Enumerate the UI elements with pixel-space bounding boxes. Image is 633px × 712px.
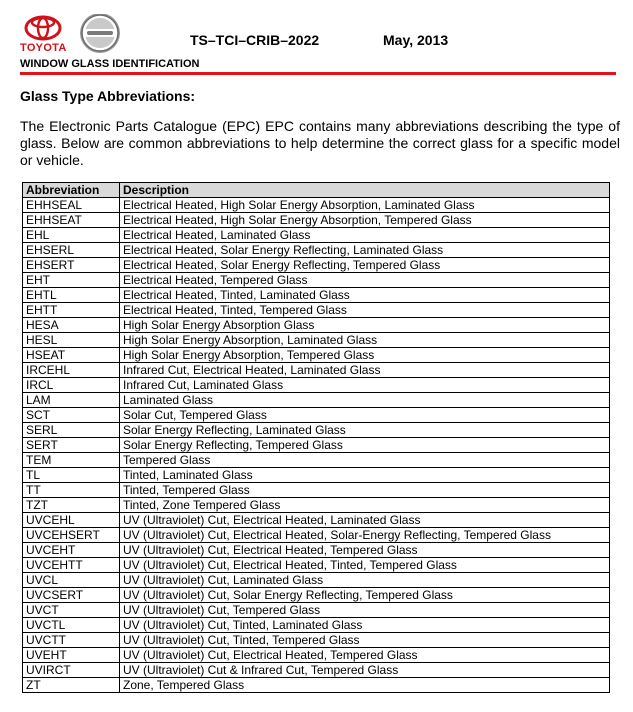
abbreviation-cell: SERL bbox=[23, 423, 120, 438]
table-row bbox=[23, 288, 610, 303]
section-title: WINDOW GLASS IDENTIFICATION bbox=[20, 58, 200, 70]
description-cell: Electrical Heated, Laminated Glass bbox=[120, 228, 610, 243]
abbreviation-cell: UVEHT bbox=[23, 648, 120, 663]
table-header-row bbox=[23, 183, 610, 198]
column-header-abbreviation: Abbreviation bbox=[23, 183, 120, 198]
description-cell: High Solar Energy Absorption, Tempered Glass bbox=[120, 348, 610, 363]
table-row bbox=[23, 258, 610, 273]
page-heading: Glass Type Abbreviations: bbox=[20, 88, 196, 104]
abbreviation-cell: ZT bbox=[23, 678, 120, 693]
abbreviation-cell: UVCEHSERT bbox=[23, 528, 120, 543]
table-row bbox=[23, 198, 610, 213]
description-cell: Tempered Glass bbox=[120, 453, 610, 468]
description-cell: UV (Ultraviolet) Cut, Electrical Heated, Solar-Energy Reflecting, Tempered Glass bbox=[120, 528, 610, 543]
abbreviation-cell: IRCL bbox=[23, 378, 120, 393]
table-row bbox=[23, 363, 610, 378]
table-row bbox=[23, 513, 610, 528]
abbreviation-cell: EHHSEAT bbox=[23, 213, 120, 228]
description-cell: Electrical Heated, Tinted, Tempered Glass bbox=[120, 303, 610, 318]
abbreviation-cell: EHSERT bbox=[23, 258, 120, 273]
description-cell: UV (Ultraviolet) Cut, Solar Energy Reflecting, Tempered Glass bbox=[120, 588, 610, 603]
table-row bbox=[23, 378, 610, 393]
abbreviation-cell: UVIRCT bbox=[23, 663, 120, 678]
table-row bbox=[23, 273, 610, 288]
table-row bbox=[23, 213, 610, 228]
description-cell: Infrared Cut, Electrical Heated, Laminated Glass bbox=[120, 363, 610, 378]
description-cell: UV (Ultraviolet) Cut & Infrared Cut, Tempered Glass bbox=[120, 663, 610, 678]
description-cell: Tinted, Zone Tempered Glass bbox=[120, 498, 610, 513]
description-cell: Electrical Heated, Solar Energy Reflecting, Tempered Glass bbox=[120, 258, 610, 273]
abbreviation-cell: UVCL bbox=[23, 573, 120, 588]
table-row bbox=[23, 423, 610, 438]
abbreviation-cell: HSEAT bbox=[23, 348, 120, 363]
table-row bbox=[23, 543, 610, 558]
description-cell: High Solar Energy Absorption, Laminated Glass bbox=[120, 333, 610, 348]
description-cell: UV (Ultraviolet) Cut, Tinted, Laminated Glass bbox=[120, 618, 610, 633]
description-cell: Infrared Cut, Laminated Glass bbox=[120, 378, 610, 393]
scion-logo-icon bbox=[80, 14, 120, 53]
abbreviation-cell: UVCEHTT bbox=[23, 558, 120, 573]
abbreviation-cell: EHTL bbox=[23, 288, 120, 303]
description-cell: Solar Energy Reflecting, Laminated Glass bbox=[120, 423, 610, 438]
table-row bbox=[23, 303, 610, 318]
column-header-description: Description bbox=[120, 183, 610, 198]
table-row bbox=[23, 468, 610, 483]
table-row bbox=[23, 228, 610, 243]
abbreviation-table bbox=[22, 182, 610, 693]
table-row bbox=[23, 348, 610, 363]
description-cell: Electrical Heated, Tinted, Laminated Glass bbox=[120, 288, 610, 303]
description-cell: Solar Energy Reflecting, Tempered Glass bbox=[120, 438, 610, 453]
abbreviation-cell: TL bbox=[23, 468, 120, 483]
document-code: TS–TCI–CRIB–2022 bbox=[190, 32, 320, 48]
description-cell: Electrical Heated, Tempered Glass bbox=[120, 273, 610, 288]
description-cell: Electrical Heated, High Solar Energy Absorption, Tempered Glass bbox=[120, 213, 610, 228]
table-row bbox=[23, 498, 610, 513]
table-body bbox=[23, 198, 610, 693]
abbreviation-cell: LAM bbox=[23, 393, 120, 408]
abbreviation-cell: UVCEHL bbox=[23, 513, 120, 528]
header-divider bbox=[20, 72, 616, 75]
description-cell: Zone, Tempered Glass bbox=[120, 678, 610, 693]
description-cell: UV (Ultraviolet) Cut, Electrical Heated, Tinted, Tempered Glass bbox=[120, 558, 610, 573]
abbreviation-cell: IRCEHL bbox=[23, 363, 120, 378]
description-cell: UV (Ultraviolet) Cut, Laminated Glass bbox=[120, 573, 610, 588]
table-row bbox=[23, 603, 610, 618]
abbreviation-cell: EHSERL bbox=[23, 243, 120, 258]
table-row bbox=[23, 663, 610, 678]
description-cell: UV (Ultraviolet) Cut, Tinted, Tempered Glass bbox=[120, 633, 610, 648]
abbreviation-cell: UVCEHT bbox=[23, 543, 120, 558]
abbreviation-cell: EHT bbox=[23, 273, 120, 288]
abbreviation-cell: TZT bbox=[23, 498, 120, 513]
document-date: May, 2013 bbox=[383, 32, 449, 48]
table-row bbox=[23, 648, 610, 663]
table-row bbox=[23, 333, 610, 348]
abbreviation-cell: UVCT bbox=[23, 603, 120, 618]
table-row bbox=[23, 453, 610, 468]
table-row bbox=[23, 438, 610, 453]
table-row bbox=[23, 243, 610, 258]
abbreviation-cell: EHTT bbox=[23, 303, 120, 318]
abbreviation-cell: EHL bbox=[23, 228, 120, 243]
abbreviation-cell: EHHSEAL bbox=[23, 198, 120, 213]
table-row bbox=[23, 408, 610, 423]
table-row bbox=[23, 393, 610, 408]
table-row bbox=[23, 528, 610, 543]
description-cell: Electrical Heated, High Solar Energy Absorption, Laminated Glass bbox=[120, 198, 610, 213]
abbreviation-cell: SERT bbox=[23, 438, 120, 453]
brand-text: TOYOTA bbox=[20, 42, 67, 54]
abbreviation-cell: UVCSERT bbox=[23, 588, 120, 603]
description-cell: UV (Ultraviolet) Cut, Tempered Glass bbox=[120, 603, 610, 618]
description-cell: UV (Ultraviolet) Cut, Electrical Heated, Laminated Glass bbox=[120, 513, 610, 528]
table-row bbox=[23, 618, 610, 633]
table-row bbox=[23, 633, 610, 648]
description-cell: High Solar Energy Absorption Glass bbox=[120, 318, 610, 333]
abbreviation-cell: TT bbox=[23, 483, 120, 498]
intro-paragraph: The Electronic Parts Catalogue (EPC) EPC contains many abbreviations describing the type of glass. Below are common abbreviations to help determine the correct glass for a specific model or vehicle. bbox=[20, 118, 620, 168]
abbreviation-cell: HESA bbox=[23, 318, 120, 333]
abbreviation-cell: UVCTT bbox=[23, 633, 120, 648]
abbreviation-cell: UVCTL bbox=[23, 618, 120, 633]
abbreviation-cell: TEM bbox=[23, 453, 120, 468]
description-cell: UV (Ultraviolet) Cut, Electrical Heated, Tempered Glass bbox=[120, 543, 610, 558]
description-cell: UV (Ultraviolet) Cut, Electrical Heated, Tempered Glass bbox=[120, 648, 610, 663]
table-row bbox=[23, 678, 610, 693]
description-cell: Tinted, Tempered Glass bbox=[120, 483, 610, 498]
description-cell: Solar Cut, Tempered Glass bbox=[120, 408, 610, 423]
description-cell: Tinted, Laminated Glass bbox=[120, 468, 610, 483]
table-row bbox=[23, 483, 610, 498]
table-row bbox=[23, 573, 610, 588]
abbreviation-cell: HESL bbox=[23, 333, 120, 348]
description-cell: Electrical Heated, Solar Energy Reflecting, Laminated Glass bbox=[120, 243, 610, 258]
toyota-logo-icon bbox=[26, 17, 60, 39]
table-row bbox=[23, 318, 610, 333]
description-cell: Laminated Glass bbox=[120, 393, 610, 408]
abbreviation-cell: SCT bbox=[23, 408, 120, 423]
table-row bbox=[23, 558, 610, 573]
table-row bbox=[23, 588, 610, 603]
